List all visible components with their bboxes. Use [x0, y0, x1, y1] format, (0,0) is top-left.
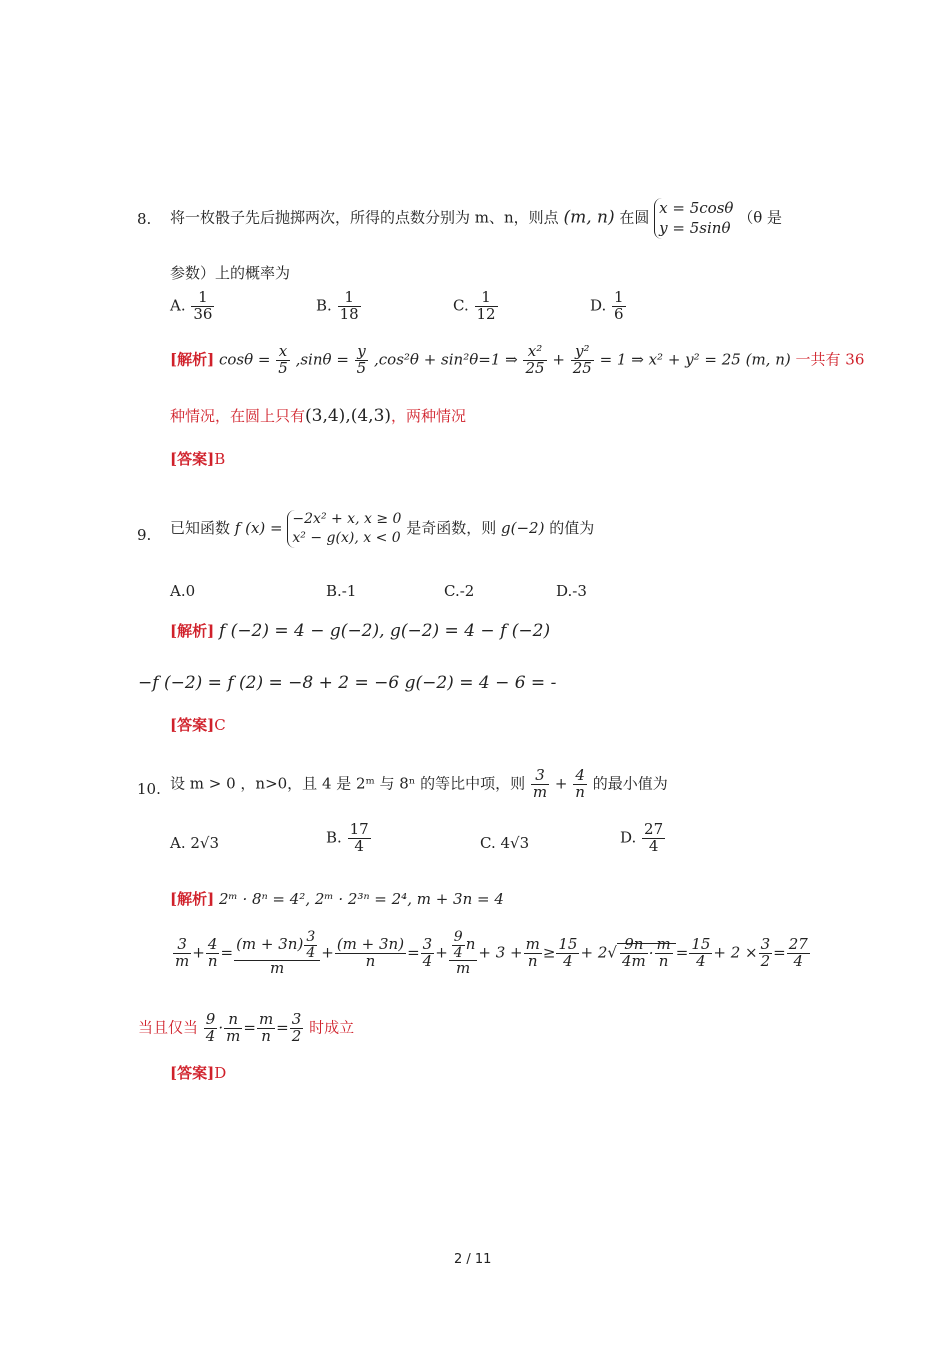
q9-stem-c: 的值为 — [549, 518, 595, 537]
q10-analysis — [170, 888, 504, 909]
frac-den: n — [527, 952, 538, 971]
frac-num: m — [656, 935, 671, 954]
op: = — [675, 943, 689, 962]
q8-analysis — [170, 344, 864, 377]
frac-num: 3 — [760, 935, 771, 954]
frac-den: 12 — [476, 304, 496, 323]
q10-choice-a — [170, 834, 219, 852]
answer-tag: [答案] — [170, 1064, 215, 1082]
choice-label: D. — [590, 296, 607, 315]
op: = — [243, 1018, 256, 1037]
frac-num: 27 — [644, 820, 664, 838]
choice-label: C. — [480, 834, 496, 852]
frac-den: n — [658, 952, 669, 971]
frac-num: 4 — [573, 768, 587, 785]
q10-choice-c — [480, 834, 529, 852]
choice-text: 4√3 — [500, 834, 530, 852]
frac-den: 4 — [205, 1026, 216, 1045]
q9-g: g(−2) — [501, 518, 545, 537]
analysis-tag: [解析] — [170, 890, 215, 908]
q9-analysis — [170, 620, 550, 641]
frac-num: y² — [571, 344, 594, 361]
frac-den: n — [365, 952, 376, 971]
analysis-math-3: ,cos²θ + sin²θ=1 ⇒ — [374, 350, 518, 369]
op: + — [435, 943, 448, 962]
choice-label: B. — [326, 828, 342, 847]
q9-choice-c: C.-2 — [444, 582, 475, 600]
frac-den: 6 — [614, 304, 624, 323]
frac-num: 27 — [788, 935, 808, 954]
frac-num: 9n — [620, 937, 648, 954]
q10-stem-a: 设 m > 0 ，n>0，且 4 是 2ᵐ 与 8ⁿ 的等比中项，则 — [170, 774, 526, 793]
page-number: 2 / 11 — [454, 1252, 492, 1267]
analysis-tag: [解析] — [170, 350, 215, 369]
op: = — [773, 943, 786, 962]
choice-label: A. — [170, 834, 186, 852]
frac-num: 17 — [349, 820, 369, 838]
q9-stem — [170, 510, 594, 548]
frac-den: 5 — [278, 358, 288, 377]
frac-den: 4 — [453, 944, 463, 961]
q8-param-b: 参数）上的概率为 — [170, 264, 291, 282]
op: = — [407, 943, 420, 962]
op: + — [321, 943, 334, 962]
frac-num: 9 — [453, 929, 463, 945]
q9-choice-b: B.-1 — [326, 582, 357, 600]
analysis-math: f (−2) = 4 − g(−2), g(−2) = 4 − f (−2) — [218, 621, 551, 641]
q8-answer — [170, 448, 225, 469]
frac-num: 15 — [691, 935, 711, 954]
frac-den: m — [270, 959, 285, 978]
q9-choice-a: A.0 — [170, 582, 196, 600]
frac-den: 4 — [354, 836, 364, 855]
q8-analysis-line2 — [170, 405, 466, 426]
q9-stem-b: 是奇函数，则 — [406, 518, 497, 537]
analysis-red-c: ，两种情况 — [391, 407, 467, 425]
answer-value: B — [214, 450, 226, 468]
q9-sys-line2: x² − g(x), x < 0 — [292, 529, 401, 546]
q8-choice-a — [170, 290, 215, 323]
frac-den: 18 — [339, 304, 359, 323]
op: = — [220, 943, 234, 962]
frac-den: 5 — [356, 358, 367, 377]
q10-choice-b — [326, 822, 372, 855]
op: · — [648, 943, 654, 962]
sqrt-sign: √ — [607, 943, 617, 962]
choice-label: B. — [316, 296, 332, 315]
q9-sys-line1: −2x² + x, x ≥ 0 — [292, 511, 402, 527]
q10-stem-b: 的最小值为 — [592, 774, 668, 793]
mn-term: (m + 3n) — [236, 935, 304, 954]
frac-num: 1 — [191, 290, 214, 307]
q8-choice-c — [453, 290, 499, 323]
op: · — [218, 1018, 224, 1037]
answer-value: D — [214, 1064, 227, 1082]
frac-den: 36 — [193, 304, 213, 323]
q8-stem — [170, 198, 782, 239]
answer-value: C — [214, 716, 226, 734]
condition-b: 时成立 — [309, 1018, 355, 1037]
q8-point: (m, n) — [563, 207, 615, 228]
q8-sys-line2: y = 5sinθ — [659, 219, 731, 238]
op: ≥ — [542, 943, 556, 962]
q9-answer — [170, 714, 226, 735]
frac-num: 1 — [475, 290, 498, 307]
op: + 2 × — [713, 943, 758, 962]
frac-den: 4 — [648, 836, 659, 855]
frac-num: n — [224, 1012, 242, 1029]
frac-den: m — [532, 782, 548, 801]
frac-den: 4 — [306, 944, 316, 961]
frac-num: (m + 3n) — [336, 935, 405, 954]
plus-sign: + — [554, 774, 568, 793]
q10-stem — [170, 768, 668, 801]
frac-num: 4 — [206, 937, 220, 954]
frac-den: 4 — [563, 952, 573, 971]
q8-system — [654, 198, 733, 239]
choice-label: D. — [620, 828, 637, 847]
frac-num: 3 — [291, 1010, 302, 1028]
choice-text: 2√3 — [190, 834, 220, 852]
frac-den: 2 — [760, 952, 771, 971]
q9-choice-d: D.-3 — [556, 582, 587, 600]
condition-a: 当且仅当 — [138, 1018, 199, 1037]
frac-den: m — [455, 959, 471, 978]
frac-num: 9 — [205, 1010, 216, 1028]
q9-system — [287, 510, 401, 548]
q9-analysis-line2: −f (−2) = f (2) = −8 + 2 = −6 g(−2) = 4 − 6 = - — [138, 673, 557, 693]
frac-num: x — [276, 344, 290, 361]
analysis-math-2: ,sinθ = — [295, 350, 349, 369]
q10-equation — [172, 930, 811, 977]
q9-number: 9. — [137, 526, 152, 544]
analysis-points: (3,4),(4,3) — [305, 406, 392, 426]
frac-num: 3 — [173, 937, 191, 954]
q8-sys-line1: x = 5cosθ — [659, 199, 734, 217]
frac-den: 25 — [572, 358, 592, 377]
q10-number: 10. — [137, 780, 161, 798]
frac-num: 15 — [558, 935, 578, 954]
analysis-math: 2ᵐ · 8ⁿ = 4², 2ᵐ · 2³ⁿ = 2⁴, m + 3n = 4 — [218, 890, 504, 908]
answer-tag: [答案] — [170, 450, 215, 468]
analysis-math-1: cosθ = — [218, 350, 271, 369]
frac-num: y — [355, 344, 369, 361]
frac-num: m — [258, 1010, 274, 1028]
frac-den: m — [226, 1026, 241, 1045]
q8-in-circle: 在圆 — [619, 208, 650, 227]
choice-label: A. — [170, 296, 186, 315]
frac-den: n — [261, 1026, 271, 1045]
q8-param-a: （θ 是 — [738, 208, 783, 227]
op: + — [192, 943, 205, 962]
plus-sign: + — [552, 350, 565, 369]
q9-stem-a: 已知函数 — [170, 518, 231, 537]
frac-den: n — [575, 782, 585, 801]
q8-choice-b — [316, 290, 362, 323]
analysis-math-4: = 1 ⇒ x² + y² = 25 (m, n) — [599, 350, 791, 369]
q10-condition — [138, 1012, 354, 1045]
frac-den: 4 — [696, 952, 706, 971]
q8-choice-d — [590, 290, 627, 323]
frac-den: 4 — [793, 952, 804, 971]
frac-den: 4m — [621, 952, 646, 971]
frac-den: 2 — [291, 1026, 302, 1045]
frac-num: m — [525, 935, 540, 954]
frac-den: 4 — [422, 952, 433, 971]
frac-num: 3 — [422, 935, 433, 954]
frac-num: 3 — [306, 929, 316, 945]
op: = — [276, 1018, 289, 1037]
op: + 3 + — [478, 943, 523, 962]
frac-num: 3 — [531, 768, 549, 785]
analysis-red-a: 一共有 36 — [795, 350, 865, 369]
q10-choice-d — [620, 822, 666, 855]
frac-num: x² — [523, 344, 546, 361]
choice-label: C. — [453, 296, 469, 315]
frac-num: 1 — [338, 290, 361, 307]
op: + 2 — [580, 943, 608, 962]
frac-num: 1 — [614, 288, 624, 306]
q10-answer — [170, 1062, 226, 1083]
q9-fx: f (x) = — [234, 518, 283, 537]
frac-den: m — [175, 952, 190, 971]
q8-number: 8. — [137, 210, 152, 228]
frac-den: 25 — [525, 358, 545, 377]
frac-den: n — [207, 952, 218, 971]
q8-stem-text: 将一枚骰子先后抛掷两次，所得的点数分别为 m、n，则点 — [170, 208, 559, 227]
analysis-red-b: 种情况，在圆上只有 — [170, 407, 306, 425]
analysis-tag: [解析] — [170, 622, 215, 640]
n-term: n — [465, 935, 476, 954]
answer-tag: [答案] — [170, 716, 215, 734]
